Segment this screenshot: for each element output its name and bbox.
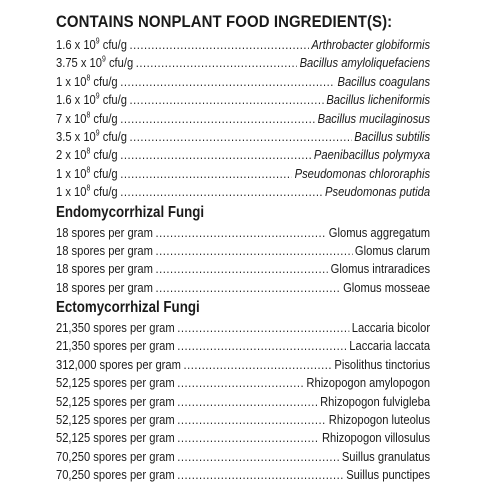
dot-leader: [184, 356, 332, 374]
cfu-amount: 3.5 x $10^9$ cfu/g: [56, 128, 127, 144]
spore-amount: 70,250 spores per gram: [56, 467, 175, 483]
dot-leader: [130, 128, 352, 146]
organism-name: Suillus granulatus: [341, 448, 431, 464]
label-heading: CONTAINS NONPLANT FOOD INGREDIENT(S):: [56, 12, 393, 31]
spore-amount: 18 spores per gram: [56, 279, 153, 295]
fungi-row: [56, 374, 436, 392]
organism-name: Laccaria laccata: [349, 338, 431, 354]
fungi-row: [56, 411, 436, 429]
dot-leader: [120, 183, 322, 201]
fungi-row: [56, 393, 436, 411]
dot-leader: [177, 448, 339, 466]
bacteria-row: [56, 165, 436, 183]
fungi-row: [56, 242, 436, 260]
organism-name: Rhizopogon amylopogon: [306, 375, 431, 391]
dot-leader: [177, 429, 319, 447]
spore-amount: 21,350 spores per gram: [56, 320, 175, 336]
organism-name: Pseudomonas putida: [325, 184, 431, 200]
spore-amount: 18 spores per gram: [56, 261, 153, 277]
dot-leader: [177, 374, 304, 392]
endomycorrhizal-heading: Endomycorrhizal Fungi: [56, 203, 205, 221]
organism-name: Rhizopogon luteolus: [328, 412, 431, 428]
organism-name: Bacillus mucilaginosus: [317, 110, 431, 126]
ectomycorrhizal-heading: Ectomycorrhizal Fungi: [56, 299, 200, 317]
bacteria-row: [56, 73, 436, 91]
spore-amount: 21,350 spores per gram: [56, 338, 175, 354]
fungi-row: [56, 466, 436, 484]
organism-name: Paenibacillus polymyxa: [313, 147, 431, 163]
organism-name: Bacillus coagulans: [337, 73, 431, 89]
dot-leader: [177, 411, 326, 429]
organism-name: Glomus mosseae: [343, 279, 431, 295]
cfu-amount: 2 x $10^8$ cfu/g: [56, 147, 118, 163]
dot-leader: [177, 337, 346, 355]
bacteria-row: [56, 183, 436, 201]
cfu-amount: 7 x $10^8$ cfu/g: [56, 110, 118, 126]
organism-name: Rhizopogon villosulus: [321, 430, 431, 446]
organism-name: Rhizopogon fulvigleba: [320, 393, 431, 409]
bacteria-row: [56, 36, 436, 54]
dot-leader: [120, 146, 311, 164]
dot-leader: [177, 393, 317, 411]
organism-name: Arthrobacter globiformis: [311, 37, 431, 52]
dot-leader: [177, 319, 349, 337]
ectomycorrhizal-list: [56, 319, 436, 485]
dot-leader: [156, 242, 353, 260]
organism-name: Pseudomonas chlororaphis: [294, 165, 431, 181]
cfu-amount: 3.75 x $10^9$ cfu/g: [56, 55, 134, 71]
spore-amount: 70,250 spores per gram: [56, 448, 175, 464]
organism-name: Suillus punctipes: [346, 467, 431, 483]
spore-amount: 52,125 spores per gram: [56, 375, 175, 391]
dot-leader: [177, 466, 343, 484]
cfu-amount: 1 x $10^8$ cfu/g: [56, 183, 118, 200]
organism-name: Pisolithus tinctorius: [334, 356, 431, 372]
dot-leader: [156, 260, 329, 278]
endomycorrhizal-list: [56, 224, 436, 298]
fungi-row: [56, 356, 436, 374]
fungi-row: [56, 337, 436, 355]
dot-leader: [120, 73, 335, 91]
bacteria-row: [56, 110, 436, 128]
organism-name: Glomus clarum: [354, 242, 431, 258]
fungi-row: [56, 279, 436, 297]
fungi-row: [56, 429, 436, 447]
spore-amount: 52,125 spores per gram: [56, 412, 175, 428]
dot-leader: [156, 224, 327, 242]
cfu-amount: 1 x $10^8$ cfu/g: [56, 73, 118, 89]
fungi-row: [56, 260, 436, 278]
spore-amount: 18 spores per gram: [56, 242, 153, 258]
cfu-amount: 1.6 x $10^9$ cfu/g: [56, 91, 127, 108]
cfu-amount: 1.6 x $10^9$ cfu/g: [56, 36, 127, 52]
fungi-row: [56, 319, 436, 337]
organism-name: Glomus aggregatum: [328, 224, 431, 240]
bacteria-list: [56, 36, 436, 202]
bacteria-row: [56, 54, 436, 72]
dot-leader: [130, 91, 324, 109]
dot-leader: [136, 54, 297, 72]
organism-name: Laccaria bicolor: [351, 320, 431, 336]
ingredient-label: [56, 12, 436, 485]
spore-amount: 18 spores per gram: [56, 224, 153, 240]
bacteria-row: [56, 128, 436, 146]
fungi-row: [56, 224, 436, 242]
organism-name: Bacillus licheniformis: [326, 92, 431, 108]
dot-leader: [120, 110, 315, 128]
organism-name: Bacillus subtilis: [354, 128, 431, 144]
cfu-amount: 1 x $10^8$ cfu/g: [56, 165, 118, 181]
fungi-row: [56, 448, 436, 466]
spore-amount: 52,125 spores per gram: [56, 430, 175, 446]
organism-name: Bacillus amyloliquefaciens: [299, 55, 431, 71]
dot-leader: [156, 279, 341, 297]
dot-leader: [120, 165, 292, 183]
dot-leader: [130, 36, 309, 54]
organism-name: Glomus intraradices: [330, 261, 431, 277]
bacteria-row: [56, 146, 436, 164]
bacteria-row: [56, 91, 436, 109]
spore-amount: 312,000 spores per gram: [56, 356, 181, 372]
spore-amount: 52,125 spores per gram: [56, 393, 175, 409]
